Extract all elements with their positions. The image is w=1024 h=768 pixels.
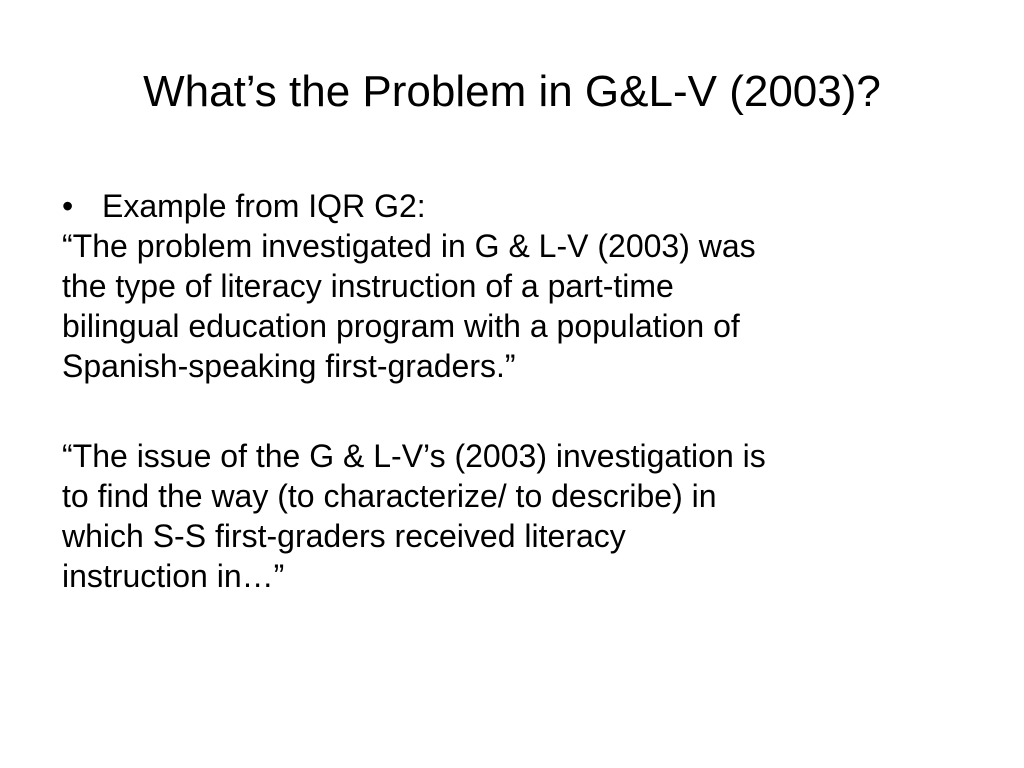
quote-2-line-2: to find the way (to characterize/ to describe) in bbox=[62, 478, 717, 514]
quote-1-line-2: the type of literacy instruction of a part-time bbox=[62, 268, 674, 304]
bullet-marker: • bbox=[62, 188, 74, 224]
quote-2-line-1: “The issue of the G & L-V’s (2003) investigation is bbox=[62, 438, 766, 474]
slide-body bbox=[62, 186, 962, 596]
quote-2-line-3: which S-S first-graders received literacy bbox=[62, 518, 626, 554]
quote-paragraph-1 bbox=[62, 226, 962, 386]
quote-1-line-3: bilingual education program with a population of bbox=[62, 308, 740, 344]
slide-title: What’s the Problem in G&L-V (2003)? bbox=[143, 67, 881, 116]
quote-1-line-1: “The problem investigated in G & L-V (2003) was bbox=[62, 228, 756, 264]
quote-1-line-4: Spanish-speaking first-graders.” bbox=[62, 348, 516, 384]
quote-2-line-4: instruction in…” bbox=[62, 558, 285, 594]
bullet-text: Example from IQR G2: bbox=[102, 188, 426, 224]
quote-paragraph-2 bbox=[62, 436, 962, 596]
bullet-item bbox=[62, 186, 962, 226]
paragraph-spacer bbox=[62, 386, 962, 436]
